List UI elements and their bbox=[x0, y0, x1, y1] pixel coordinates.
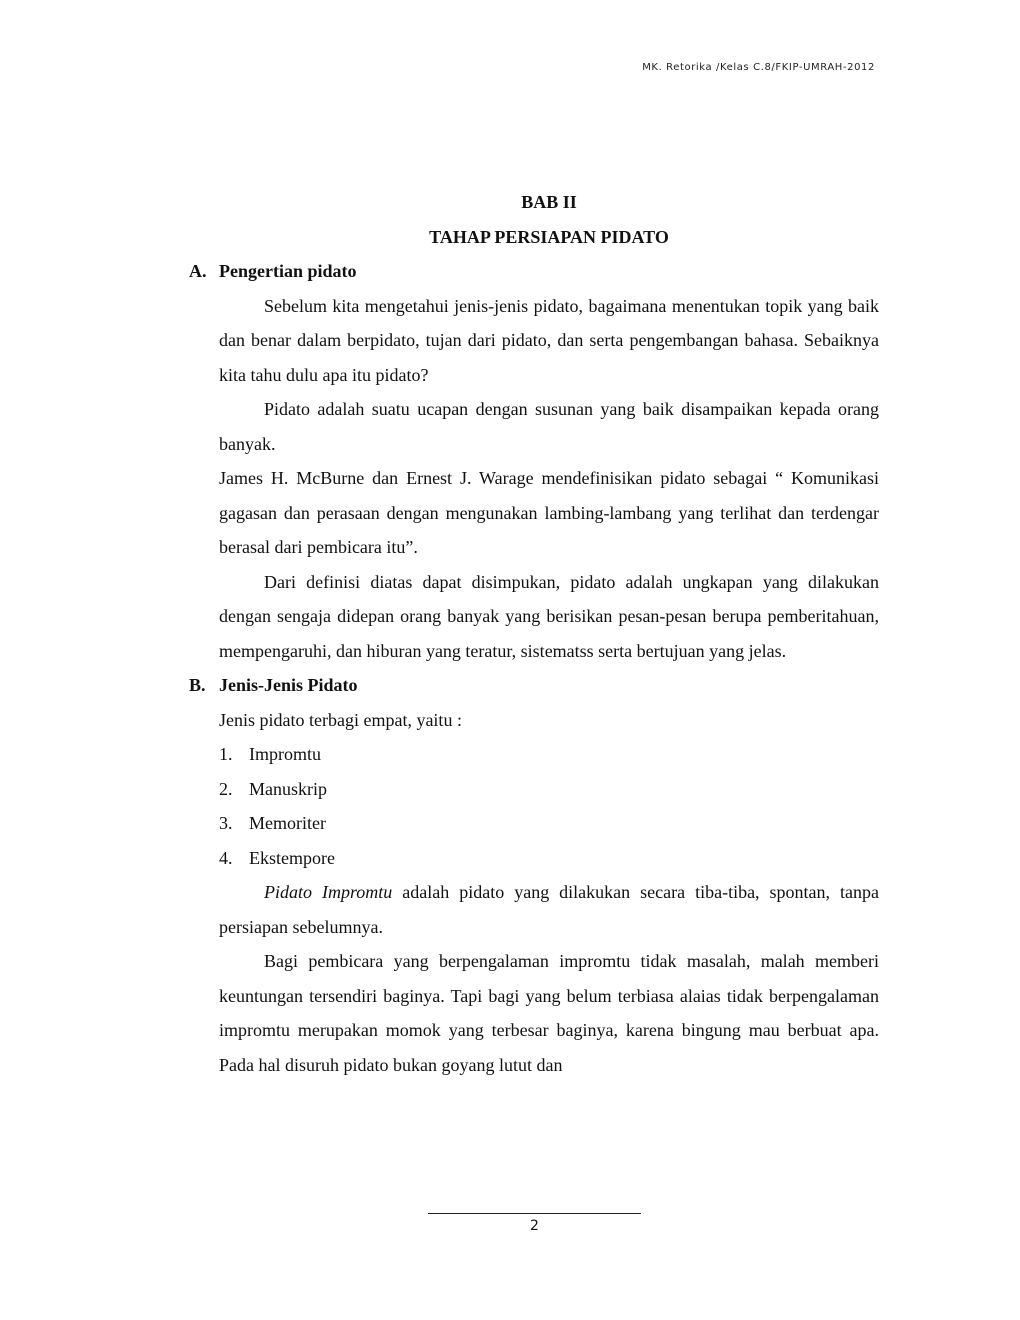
list-label: Manuskrip bbox=[249, 778, 327, 799]
paragraph: James H. McBurne dan Ernest J. Warage mendefinisikan pidato sebagai “ Komunikasi gagasan dan perasaan dengan mengunakan lambing-lambang yang terlihat dan terdengar berasal dari pembicara itu”. bbox=[219, 468, 879, 557]
list-item bbox=[219, 772, 879, 807]
list-number: 2. bbox=[219, 778, 233, 799]
paragraph: Bagi pembicara yang berpengalaman impromtu tidak masalah, malah memberi keuntungan tersendiri baginya. Tapi bagi yang belum terbiasa alaias tidak berpengalaman impromtu merupakan momok yang terbesar baginya, karena bingung mau berbuat apa. Pada hal disuruh pidato bukan goyang lutut dan bbox=[219, 951, 879, 1075]
list-item bbox=[219, 841, 879, 876]
list-item bbox=[219, 737, 879, 772]
paragraph: Jenis pidato terbagi empat, yaitu : bbox=[219, 709, 462, 730]
list-number: 1. bbox=[219, 744, 233, 764]
page-number: 2 bbox=[530, 1218, 539, 1234]
paragraph: Sebelum kita mengetahui jenis-jenis pidato, bagaimana menentukan topik yang baik dan benar dalam berpidato, tujan dari pidato, dan serta pengembangan bahasa. Sebaiknya kita tahu dulu apa itu pidato? bbox=[219, 295, 879, 385]
paragraph: Dari definisi diatas dapat disimpukan, pidato adalah ungkapan yang dilakukan dengan sengaja didepan orang banyak yang berisikan pesan-pesan berupa pemberitahuan, mempengaruhi, dan hiburan yang teratur, sistematss serta bertujuan yang jelas. bbox=[219, 571, 879, 661]
chapter-title: TAHAP PERSIAPAN PIDATO bbox=[429, 226, 669, 247]
pidato-types-list bbox=[219, 737, 879, 875]
paragraph: Pidato adalah suatu ucapan dengan susunan yang baik disampaikan kepada orang banyak. bbox=[219, 399, 879, 454]
section-b-title: Jenis-Jenis Pidato bbox=[219, 675, 358, 695]
footer-divider bbox=[428, 1213, 641, 1214]
section-b-heading bbox=[189, 668, 879, 703]
list-label: Impromtu bbox=[249, 744, 321, 764]
list-label: Ekstempore bbox=[249, 847, 335, 868]
section-a-title: Pengertian pidato bbox=[219, 261, 357, 281]
section-b-letter: B. bbox=[189, 675, 206, 695]
running-header: MK. Retorika /Kelas C.8/FKIP-UMRAH-2012 bbox=[642, 62, 875, 73]
chapter-number: BAB II bbox=[521, 192, 577, 212]
section-a-letter: A. bbox=[189, 261, 207, 281]
list-label: Memoriter bbox=[249, 813, 326, 833]
paragraph-text: adalah pidato yang dilakukan secara tiba-tiba, spontan, tanpa persiapan sebelumnya. bbox=[219, 882, 879, 937]
paragraph bbox=[219, 875, 879, 944]
page-body bbox=[189, 185, 879, 1082]
list-number: 3. bbox=[219, 813, 233, 833]
list-number: 4. bbox=[219, 847, 233, 868]
section-a-heading bbox=[189, 254, 879, 289]
term-italic: Pidato Impromtu bbox=[264, 882, 393, 902]
list-item bbox=[219, 806, 879, 841]
